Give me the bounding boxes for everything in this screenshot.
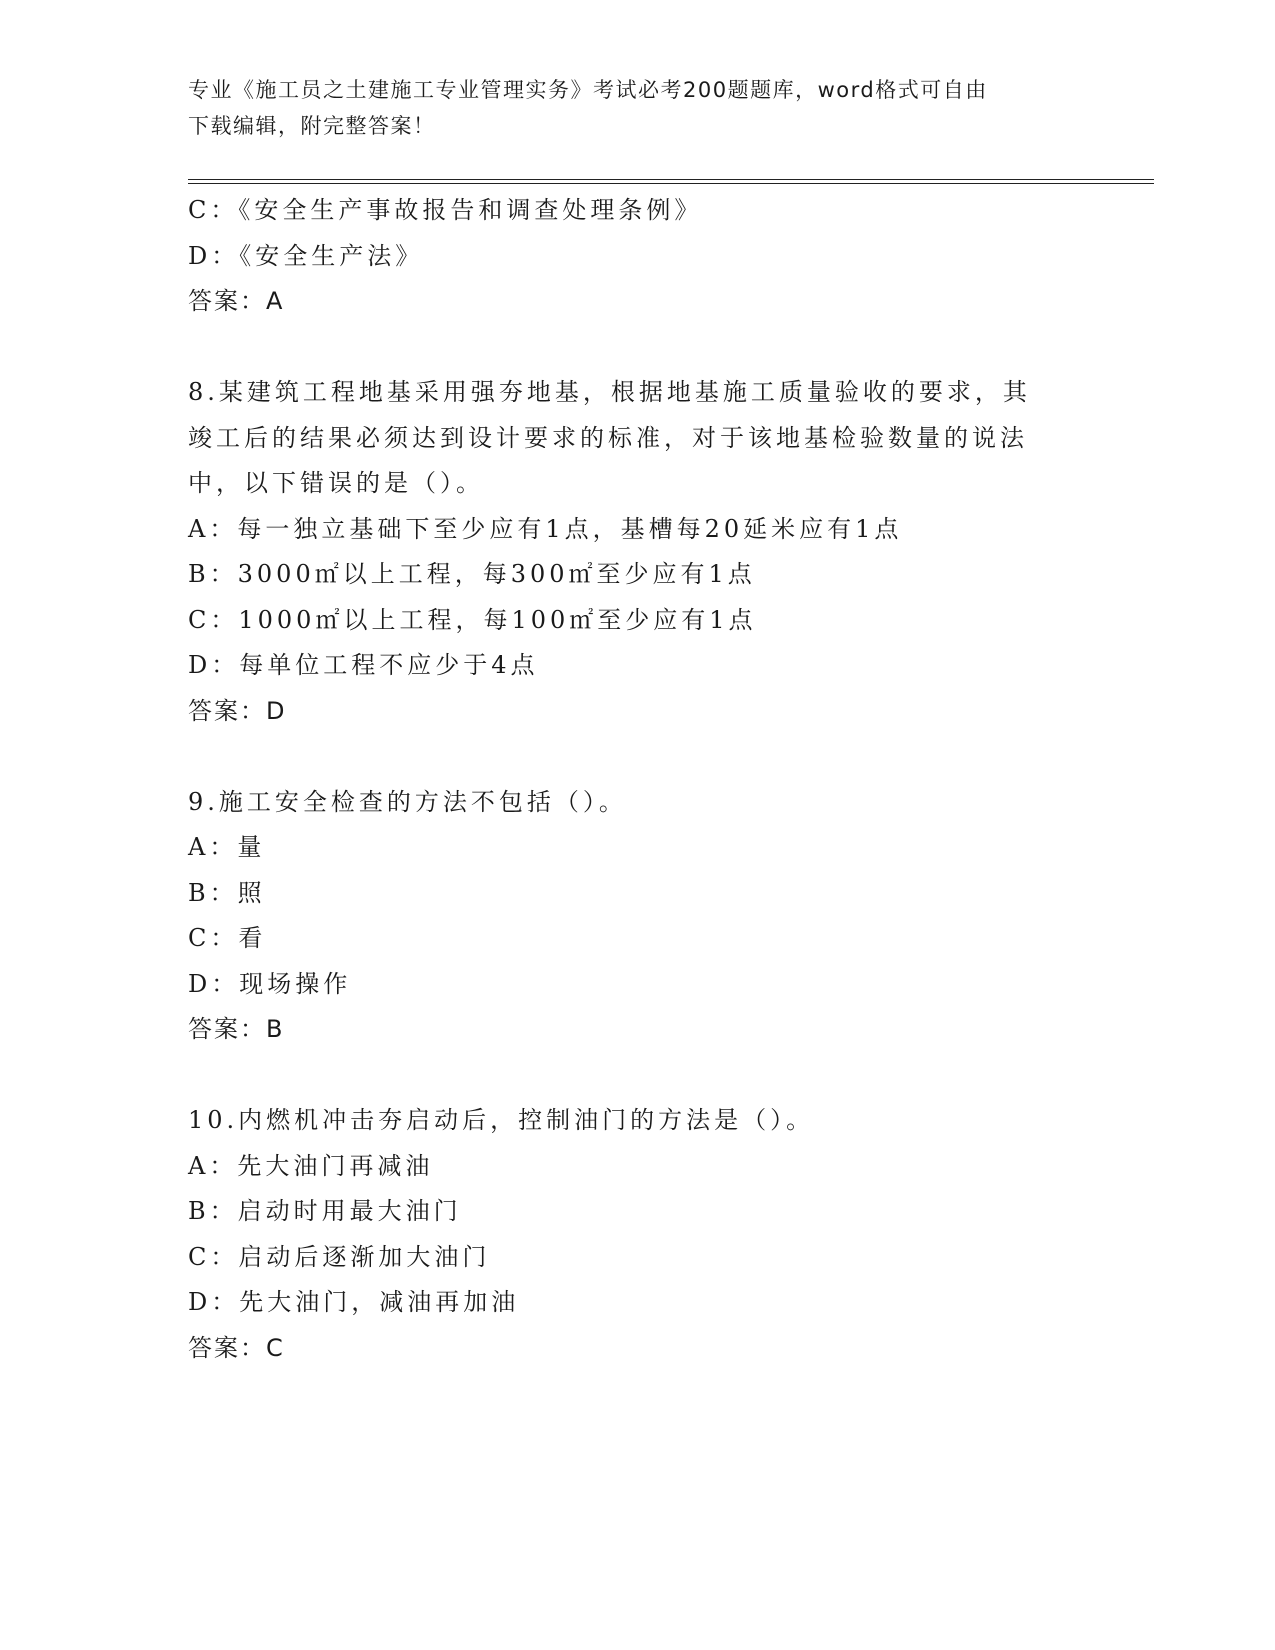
option-c: C：看: [188, 924, 267, 952]
question-8: [188, 370, 1088, 734]
header-line-1: 专业《施工员之土建施工专业管理实务》考试必考200题题库，word格式可自由: [188, 78, 988, 102]
option-a: A：先大油门再减油: [188, 1151, 434, 1180]
answer-line: 答案：D: [188, 696, 287, 725]
question-9: [188, 780, 1088, 1053]
option-d: D：现场操作: [188, 969, 352, 998]
spacer: [188, 734, 1088, 780]
option-d: D：每单位工程不应少于4点: [188, 651, 539, 679]
spacer: [188, 325, 1088, 371]
option-c: C：启动后逐渐加大油门: [188, 1242, 491, 1271]
document-header: [188, 72, 1068, 144]
answer-line: 答案：B: [188, 1015, 285, 1043]
question-stem: 8.某建筑工程地基采用强夯地基，根据地基施工质量验收的要求，其: [188, 378, 1031, 406]
spacer: [188, 1053, 1088, 1099]
question-stem: 中，以下错误的是（）。: [188, 469, 484, 497]
option-b: B：3000㎡以上工程，每300㎡至少应有1点: [188, 560, 756, 588]
answer-line: 答案：A: [188, 287, 285, 315]
header-rule-top: [188, 179, 1154, 180]
option-a: A：量: [188, 833, 266, 861]
question-10: [188, 1098, 1088, 1371]
option-a: A：每一独立基础下至少应有1点，基槽每20延米应有1点: [188, 514, 903, 543]
answer-line: 答案：C: [188, 1333, 285, 1362]
document-body: [188, 188, 1088, 1371]
header-line-2: 下载编辑，附完整答案！: [188, 114, 436, 138]
question-7-continued: [188, 188, 1088, 325]
option-d: D：先大油门，减油再加油: [188, 1288, 520, 1316]
question-stem: 竣工后的结果必须达到设计要求的标准，对于该地基检验数量的说法: [188, 423, 1028, 452]
option-b: B：启动时用最大油门: [188, 1197, 462, 1225]
option-c: C：1000㎡以上工程，每100㎡至少应有1点: [188, 605, 757, 634]
option-c: C：《安全生产事故报告和调查处理条例》: [188, 196, 703, 224]
header-rule-bottom: [188, 183, 1154, 184]
question-stem: 10.内燃机冲击夯启动后，控制油门的方法是（）。: [188, 1106, 815, 1134]
option-d: D：《安全生产法》: [188, 241, 424, 270]
option-b: B：照: [188, 878, 266, 907]
question-stem: 9.施工安全检查的方法不包括（）。: [188, 787, 627, 816]
